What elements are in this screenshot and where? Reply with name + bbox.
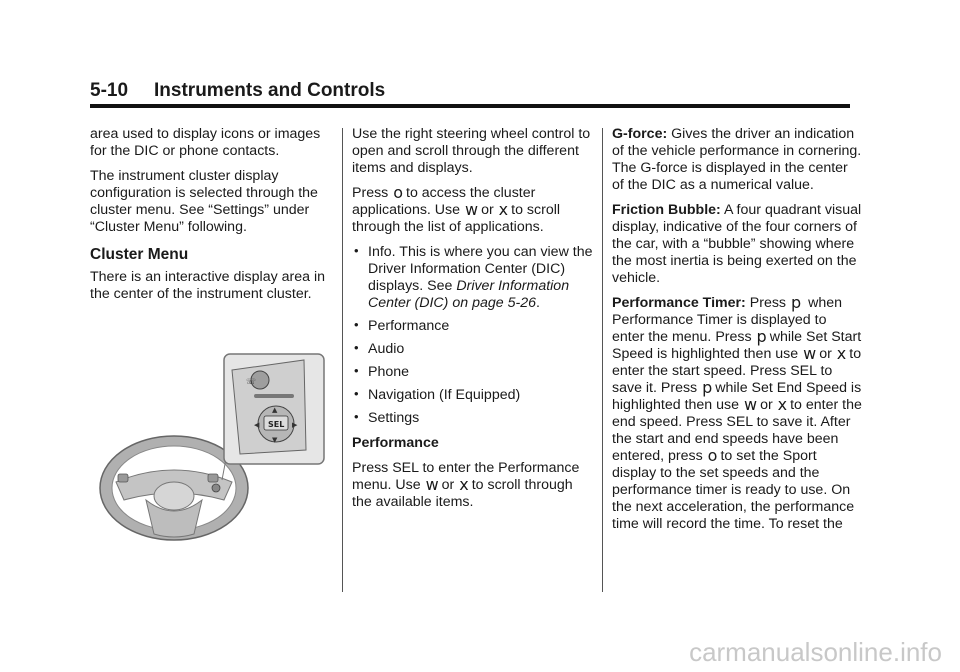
up-button-icon: w: [465, 200, 479, 219]
text: .: [535, 295, 540, 311]
column-divider: [342, 128, 343, 592]
text: Press SEL to enter the Performance menu. Use: [352, 460, 580, 493]
column-right: [612, 126, 862, 541]
section-title: Instruments and Controls: [154, 80, 386, 101]
list-item: • Settings: [352, 410, 596, 427]
paragraph: [352, 460, 596, 511]
paragraph: There is an interactive display area in the center of the instrument cluster.: [90, 269, 326, 302]
left-button-icon: o: [707, 446, 718, 465]
up-button-icon: w: [803, 344, 817, 363]
paragraph: [352, 185, 596, 236]
column-left: [90, 126, 332, 311]
sel-button-label: SEL: [268, 420, 285, 429]
control-closeup: [224, 354, 324, 464]
right-button-icon: p: [702, 378, 713, 397]
text: to enter the end speed. Press SEL to save it. After the start and end speeds have been entered, press: [612, 397, 862, 464]
term-label: Performance Timer:: [612, 295, 746, 311]
down-arrow-icon: ▼: [272, 436, 278, 444]
voice-icon: ☏: [246, 377, 257, 386]
column-divider: [602, 128, 603, 592]
application-list: [352, 244, 596, 427]
subheading: Performance: [352, 435, 439, 451]
left-arrow-icon: ◀: [254, 421, 260, 429]
text: Press: [749, 295, 787, 311]
paragraph: [612, 126, 862, 194]
page-number: 5-10: [90, 80, 129, 101]
steering-wheel-illustration: [96, 350, 328, 542]
right-button-icon: p: [790, 293, 802, 312]
paragraph: The instrument cluster display configuration is selected through the cluster menu. See “Settings” under “Cluster Menu” following.: [90, 168, 318, 235]
up-button-icon: w: [743, 395, 758, 414]
text: to scroll through the list of applications.: [352, 202, 561, 235]
cross-reference: Driver Information Center (DIC) on page 5-26: [368, 278, 570, 311]
up-button-icon: w: [425, 475, 439, 494]
down-button-icon: x: [459, 475, 469, 494]
down-button-icon: x: [498, 200, 509, 219]
paragraph: area used to display icons or images for the DIC or phone contacts.: [90, 126, 321, 159]
text: or: [481, 202, 494, 218]
text: while Set End Speed is highlighted then use: [612, 380, 862, 413]
header-rule: [90, 104, 850, 108]
text: while Set Start Speed is highlighted then use: [612, 329, 862, 362]
right-arrow-icon: ▶: [292, 421, 298, 429]
text: or: [819, 346, 832, 362]
text: to set the Sport display to the set speeds and the performance timer is ready to use. On the next acceleration, the performance time will record the time. To reset the: [612, 448, 855, 532]
paragraph: [612, 202, 862, 287]
page-header: [90, 80, 385, 102]
term-label: Friction Bubble:: [612, 202, 721, 218]
text: Info. This is where you can view the Driver Information Center (DIC) displays. See: [368, 244, 593, 294]
list-item: [352, 244, 596, 312]
left-button-icon: o: [393, 183, 404, 202]
text: to scroll through the available items.: [352, 477, 573, 510]
term-label: G-force:: [612, 126, 668, 142]
down-button-icon: x: [836, 344, 847, 363]
down-button-icon: x: [777, 395, 788, 414]
right-button-icon: p: [756, 327, 767, 346]
up-arrow-icon: ▲: [272, 406, 278, 414]
list-item: • Phone: [352, 364, 596, 381]
text: Gives the driver an indication of the vehicle performance in cornering. The G-force is displayed in the center of the DIC as a numerical value.: [612, 126, 862, 193]
text: when Performance Timer is displayed to enter the menu. Press: [612, 295, 842, 345]
list-item: • Performance: [352, 318, 596, 335]
text: A four quadrant visual display, indicative of the four corners of the car, with a “bubble” showing where the most inertia is being exerted on the vehicle.: [612, 202, 862, 286]
list-item: • Navigation (If Equipped): [352, 387, 596, 404]
section-heading: Cluster Menu: [90, 246, 189, 263]
paragraph: [612, 295, 862, 533]
text: or: [441, 477, 455, 493]
text: or: [760, 397, 773, 413]
list-item: • Audio: [352, 341, 596, 358]
text: Press: [352, 185, 389, 201]
text: to access the cluster applications. Use: [352, 185, 536, 218]
watermark: carmanualsonline.info: [689, 637, 942, 667]
text: to enter the start speed. Press SEL to save it. Press: [612, 346, 862, 396]
paragraph: Use the right steering wheel control to open and scroll through the different items and displays.: [352, 126, 591, 176]
column-middle: [352, 126, 596, 519]
